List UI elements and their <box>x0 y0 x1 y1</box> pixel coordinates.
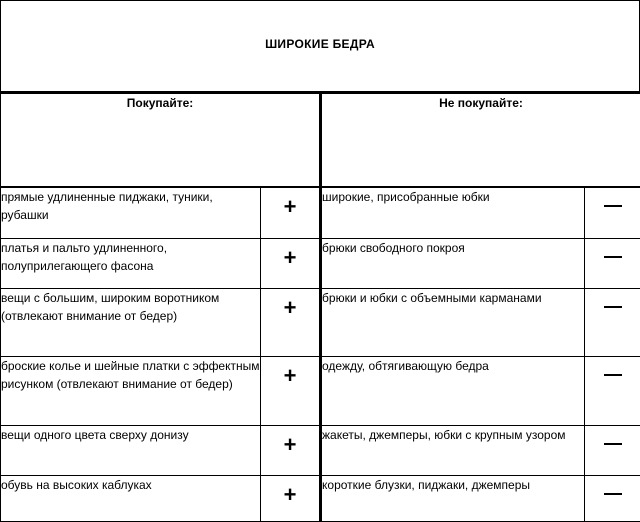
plus-icon: + <box>261 434 319 456</box>
buy-item: прямые удлиненные пиджаки, туники, рубашки <box>1 187 261 238</box>
minus-icon <box>604 374 622 376</box>
dont-buy-item: брюки и юбки с объемными карманами <box>321 288 585 356</box>
minus-icon <box>604 493 622 495</box>
title-cell <box>0 0 640 94</box>
minus-icon <box>604 306 622 308</box>
dont-buy-item: широкие, присобранные юбки <box>321 187 585 238</box>
recommendation-table <box>0 94 640 522</box>
dont-buy-column-header: Не покупайте: <box>321 94 640 187</box>
plus-sign <box>261 288 321 356</box>
plus-sign <box>261 238 321 288</box>
header-row <box>1 94 640 187</box>
plus-icon: + <box>261 297 319 319</box>
minus-icon <box>604 256 622 258</box>
table-row <box>1 475 640 521</box>
table-row <box>1 187 640 238</box>
table-row <box>1 238 640 288</box>
table-title: ШИРОКИЕ БЕДРА <box>1 37 639 51</box>
buy-item: вещи с большим, широким воротником (отвлекают внимание от бедер) <box>1 288 261 356</box>
dont-buy-item: жакеты, джемперы, юбки с крупным узором <box>321 425 585 475</box>
plus-sign <box>261 356 321 425</box>
plus-sign <box>261 425 321 475</box>
minus-sign <box>585 425 640 475</box>
plus-sign <box>261 187 321 238</box>
minus-icon <box>604 205 622 207</box>
dont-buy-item: брюки свободного покроя <box>321 238 585 288</box>
table-row <box>1 425 640 475</box>
minus-icon <box>604 443 622 445</box>
minus-sign <box>585 356 640 425</box>
plus-icon: + <box>261 196 319 218</box>
dont-buy-item: короткие блузки, пиджаки, джемперы <box>321 475 585 521</box>
plus-icon: + <box>261 484 319 506</box>
plus-icon: + <box>261 247 319 269</box>
buy-item: броские колье и шейные платки с эффектным рисунком (отвлекают внимание от бедер) <box>1 356 261 425</box>
buy-item: обувь на высоких каблуках <box>1 475 261 521</box>
plus-sign <box>261 475 321 521</box>
table-row <box>1 288 640 356</box>
buy-item: платья и пальто удлиненного, полуприлегающего фасона <box>1 238 261 288</box>
minus-sign <box>585 475 640 521</box>
table-row <box>1 356 640 425</box>
minus-sign <box>585 288 640 356</box>
minus-sign <box>585 187 640 238</box>
minus-sign <box>585 238 640 288</box>
plus-icon: + <box>261 365 319 387</box>
buy-column-header: Покупайте: <box>1 94 321 187</box>
dont-buy-item: одежду, обтягивающую бедра <box>321 356 585 425</box>
buy-item: вещи одного цвета сверху донизу <box>1 425 261 475</box>
